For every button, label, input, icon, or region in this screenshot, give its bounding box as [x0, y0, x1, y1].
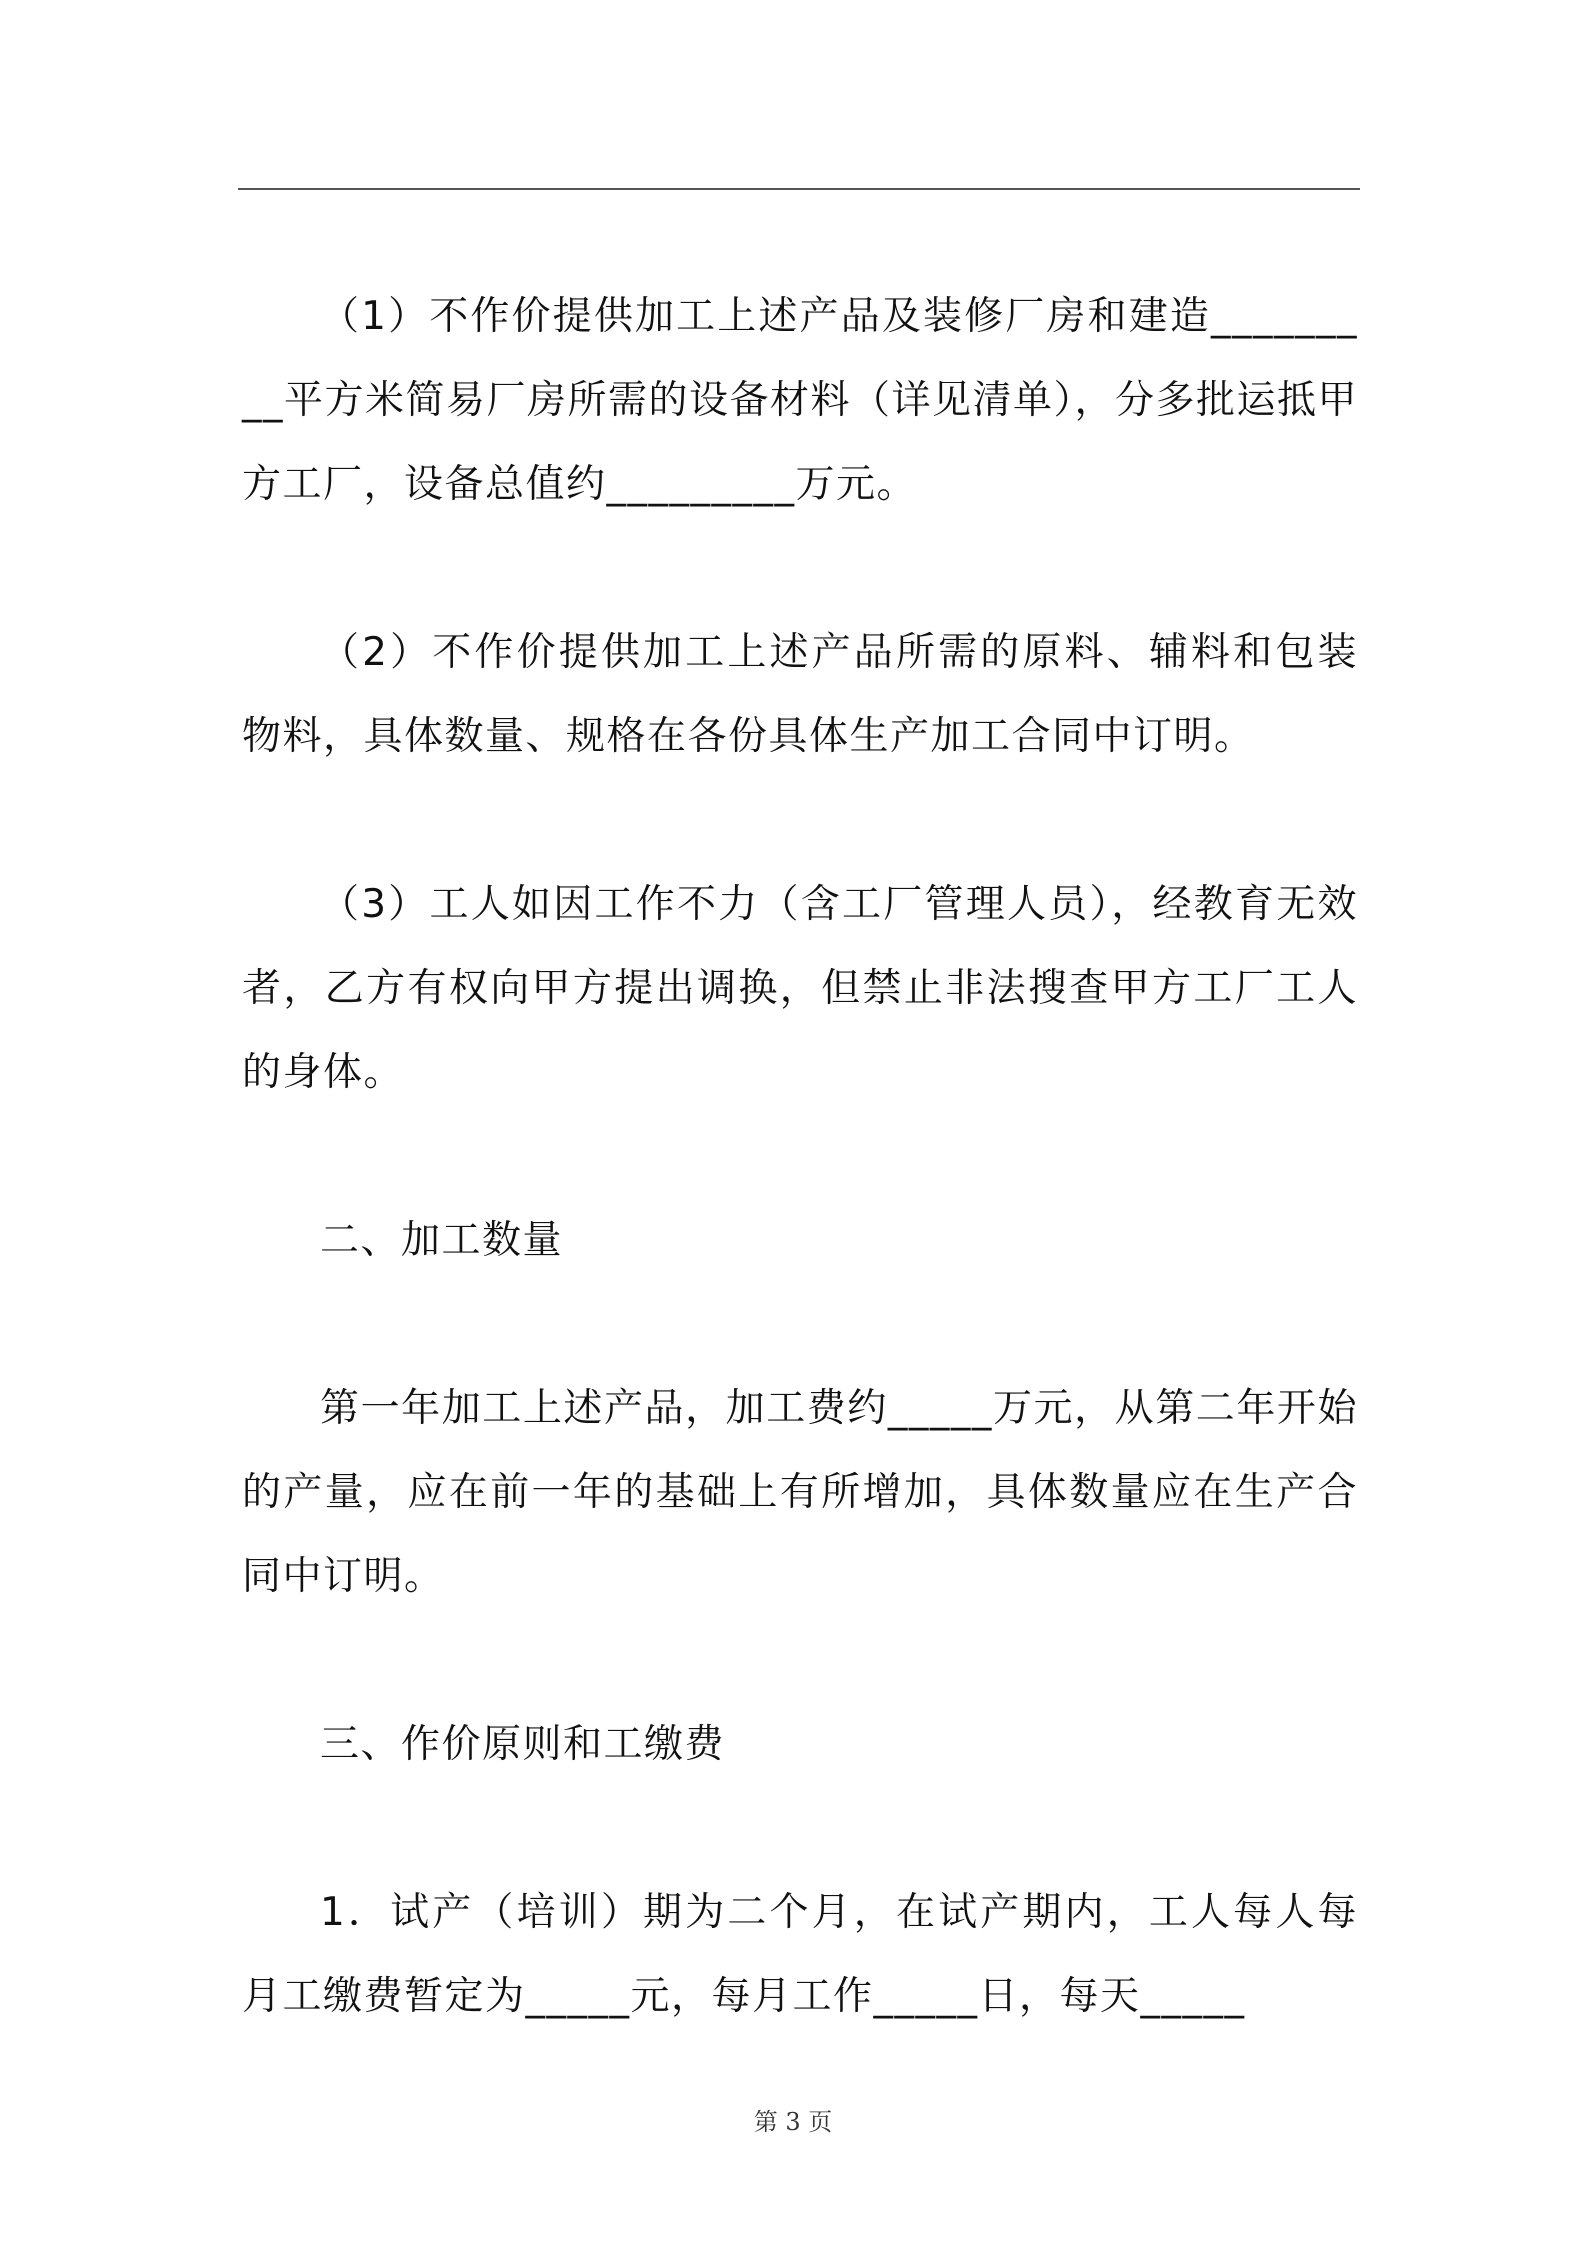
- document-body: [242, 275, 1358, 2039]
- paragraph-item-3: （3）工人如因工作不力（含工厂管理人员），经教育无效者，乙方有权向甲方提出调换，但禁止非法搜查甲方工厂工人的身体。: [242, 882, 1358, 1095]
- section-heading-pricing-fees: 三、作价原则和工缴费: [320, 1722, 726, 1767]
- paragraph-trial-period: 1．试产（培训）期为二个月，在试产期内，工人每人每月工缴费暂定为_____元，每月工作_____日，每天_____: [242, 1890, 1358, 2019]
- paragraph-item-2: （2）不作价提供加工上述产品所需的原料、辅料和包装物料，具体数量、规格在各份具体生产加工合同中订明。: [242, 630, 1358, 759]
- header-divider: [238, 188, 1360, 190]
- section-heading-processing-quantity: 二、加工数量: [320, 1218, 564, 1263]
- paragraph-item-1: （1）不作价提供加工上述产品及装修厂房和建造_________平方米简易厂房所需的设备材料（详见清单），分多批运抵甲方工厂，设备总值约_________万元。: [242, 294, 1359, 507]
- page-number: 第 3 页: [753, 2108, 833, 2136]
- paragraph-quantity: 第一年加工上述产品，加工费约_____万元，从第二年开始的产量，应在前一年的基础上有所增加，具体数量应在生产合同中订明。: [242, 1386, 1358, 1599]
